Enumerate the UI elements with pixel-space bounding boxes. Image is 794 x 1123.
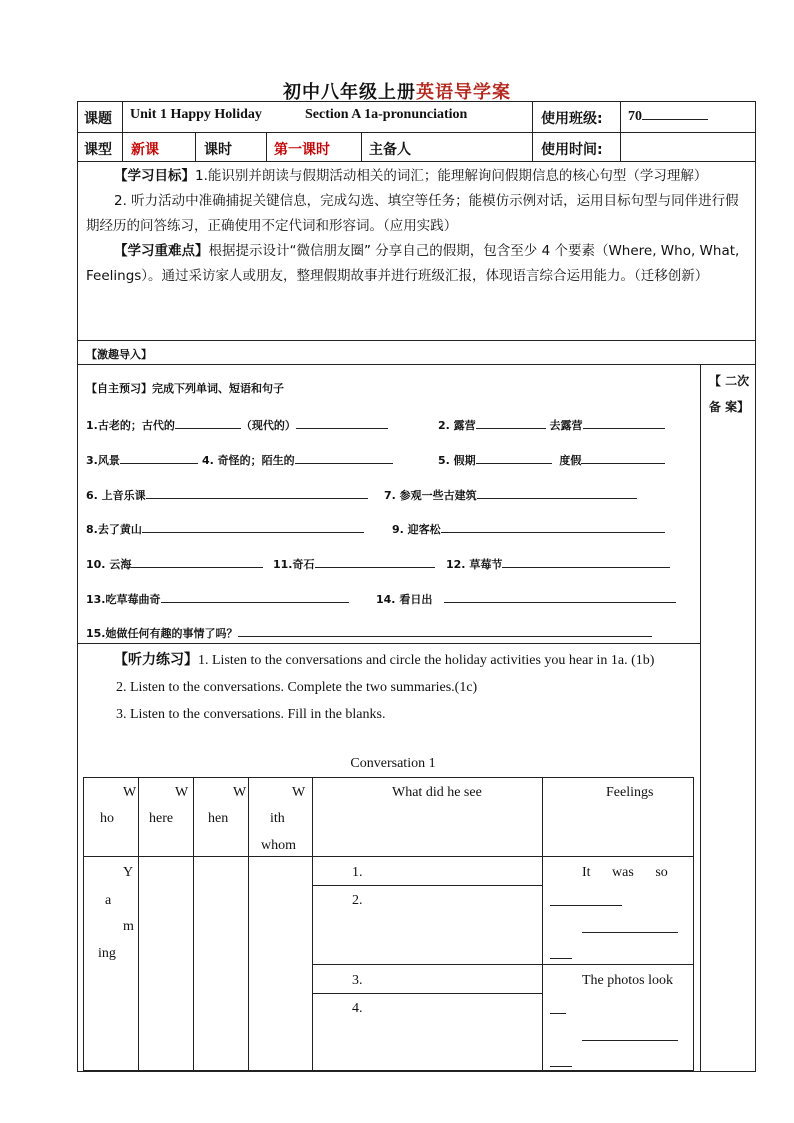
vocab-item-3: 3.风景 [86,451,198,468]
row-divider-a [312,885,542,886]
col-with-1: W [292,785,306,800]
col-who-1: W [123,785,137,800]
time-label: 使用时间: [541,142,603,158]
vocab-item-4: 4. 奇怪的；陌生的 [202,451,393,468]
class-label: 使用班级: [541,111,603,127]
col-divider-3 [248,777,249,1071]
listening-item-1: 【听力练习】1. Listen to the conversations and circle the holiday activities you hear in 1a. (1b) [114,652,655,668]
feeling-blank-2c [550,1054,572,1067]
time-value-cell [620,132,756,162]
goal-paragraph-1: 【学习目标】1.能识别并朗读与假期活动相关的词汇；能理解询问假期信息的核心句型（学习理解） [114,168,708,184]
col-what: What did he see [392,785,482,800]
vocab-item-10: 10. 云海 [86,555,263,572]
vocab-item-2: 2. 露营 去露营 [438,416,665,433]
feeling-blank-1c [550,946,572,959]
sight-number-3: 3. [352,973,363,988]
preparer-label: 主备人 [369,142,411,158]
sight-number-4: 4. [352,1001,363,1016]
feeling-blank-2a [550,1001,566,1014]
type-value: 新课 [131,142,159,158]
col-divider-1 [138,777,139,1071]
name-part-1: Y [123,865,134,880]
vocab-item-12: 12. 草莓节 [446,555,670,572]
side-note: 【 二次 备 案】 [708,374,750,414]
period-value: 第一课时 [274,142,330,158]
topic-label: 课题 [84,111,112,127]
conversation-title: Conversation 1 [350,756,436,771]
goal-paragraph-2: 2. 听力活动中准确捕捉关键信息，完成勾选、填空等任务；能模仿示例对话，运用目标句型与同伴进行假期经历的问答练习，正确使用不定代词和形容词。（应用实践） [86,193,739,234]
vocab-item-15: 15.她做任何有趣的事情了吗？ [86,624,652,641]
objectives-text [86,164,750,289]
name-part-2: a [105,893,112,908]
listening-item-2: 2. Listen to the conversations. Complete the two summaries.(1c) [116,680,478,695]
side-note-box [700,364,756,1072]
vocab-item-13: 13.吃草莓曲奇 [86,590,349,607]
col-where-2: here [149,811,174,826]
key-paragraph: 【学习重难点】根据提示设计“微信朋友圈” 分享自己的假期，包含至少 4 个要素（Where, Who, What, Feelings）。通过采访家人或朋友，整理假期故事并进行班级汇报，体现语言综合运用能力。（迁移创新） [86,243,740,284]
listening-item-3: 3. Listen to the conversations. Fill in the blanks. [116,707,386,722]
vocab-item-9: 9. 迎客松 [392,520,665,537]
col-divider-2 [193,777,194,1071]
col-feelings: Feelings [606,785,654,800]
type-label: 课型 [84,142,112,158]
preview-heading: 【自主预习】完成下列单词、短语和句子 [86,382,284,395]
col-divider-4 [312,777,313,1071]
col-divider-5 [542,777,543,1071]
col-when-1: W [233,785,247,800]
vocab-item-7: 7. 参观一些古建筑 [384,486,637,503]
feeling-sentence-1: It was so [582,865,668,880]
name-part-4: ing [98,946,116,961]
sight-number-2: 2. [352,893,363,908]
col-who-2: ho [100,811,114,826]
row-divider-b [312,964,694,965]
intro-heading: 【激趣导入】 [86,348,152,361]
period-label: 课时 [204,142,232,158]
feeling-blank-1a [550,893,622,906]
feeling-blank-1b [582,920,678,933]
vocab-item-14: 14. 看日出 [376,590,676,607]
sight-number-1: 1. [352,865,363,880]
col-with-2: ith [270,811,285,826]
vocab-item-1: 1.古老的；古代的 （现代的） [86,416,388,433]
col-when-2: hen [208,811,229,826]
title-subject: 英语导学案 [416,82,511,103]
topic-value: Unit 1 Happy Holiday [130,107,262,122]
col-with-3: whom [261,838,296,853]
vocab-item-8: 8.去了黄山 [86,520,364,537]
title-grade: 初中八年级上册 [283,82,416,103]
section-value: Section A 1a-pronunciation [305,107,468,122]
listening-instructions [86,647,692,728]
feeling-blank-2b [582,1028,678,1041]
vocab-item-6: 6. 上音乐课 [86,486,368,503]
class-value: 70 [628,107,708,125]
name-part-3: m [123,919,134,934]
feeling-sentence-2: The photos look [582,973,673,988]
header-divider [83,856,694,857]
vocab-item-5: 5. 假期 度假 [438,451,665,468]
vocab-item-11: 11.奇石 [273,555,435,572]
row-divider-c [312,993,542,994]
intro-row [77,340,756,365]
col-where-1: W [175,785,189,800]
